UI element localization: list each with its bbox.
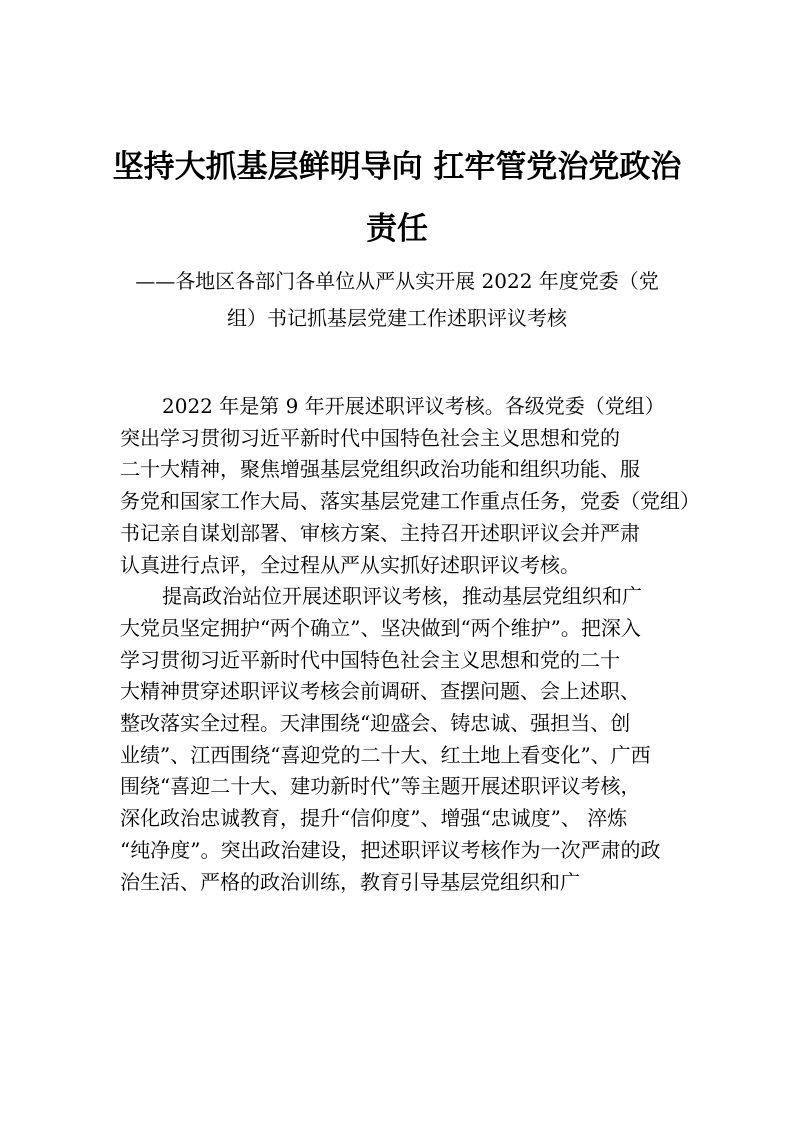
paragraph-line: 治生活、严格的政治训练，教育引导基层党组织和广 — [120, 869, 580, 894]
paragraph-line: “纯净度”。突出政治建设，把述职评议考核作为一次严肃的政 — [120, 837, 661, 862]
document-body — [120, 391, 700, 898]
paragraph-line: 整改落实全过程。天津围绕“迎盛会、铸忠诚、强担当、创 — [120, 711, 631, 736]
title-line: 责任 — [366, 211, 428, 247]
paragraph-line: 大精神贯穿述职评议考核会前调研、查摆问题、会上述职、 — [120, 679, 640, 704]
paragraph-line: 学习贯彻习近平新时代中国特色社会主义思想和党的二十 — [120, 647, 620, 672]
subtitle-line: ——各地区各部门各单位从严从实开展 2022 年度党委（党 — [135, 269, 659, 293]
paragraph-1 — [120, 391, 700, 581]
paragraph-line: 2022 年是第 9 年开展述职评议考核。各级党委（党组） — [162, 394, 665, 418]
paragraph-2 — [120, 581, 680, 898]
document-subtitle — [110, 263, 684, 337]
paragraph-line: 提高政治站位开展述职评议考核，推动基层党组织和广 — [162, 584, 642, 609]
document-title — [100, 136, 694, 260]
paragraph-line: 大党员坚定拥护“两个确立”、坚决做到“两个维护”。把深入 — [120, 615, 641, 640]
paragraph-line: 业绩”、江西围绕“喜迎党的二十大、红土地上看变化”、广西 — [120, 742, 651, 767]
paragraph-line: 深化政治忠诚教育，提升“信仰度”、增强“忠诚度”、 淬炼 — [120, 806, 628, 831]
paragraph-line: 突出学习贯彻习近平新时代中国特色社会主义思想和党的 — [120, 425, 620, 450]
paragraph-line: 二十大精神，聚焦增强基层党组织政治功能和组织功能、服 — [120, 457, 640, 482]
paragraph-line: 务党和国家工作大局、落实基层党建工作重点任务，党委（党组） — [120, 489, 700, 514]
paragraph-line: 书记亲自谋划部署、审核方案、主持召开述职评议会并严肃 — [120, 520, 640, 545]
paragraph-line: 围绕“喜迎二十大、建功新时代”等主题开展述职评议考核， — [120, 774, 641, 799]
subtitle-line: 组）书记抓基层党建工作述职评议考核 — [227, 306, 567, 330]
title-line: 坚持大抓基层鲜明导向 扛牢管党治党政治 — [112, 149, 682, 185]
paragraph-line: 认真进行点评，全过程从严从实抓好述职评议考核。 — [120, 552, 580, 577]
